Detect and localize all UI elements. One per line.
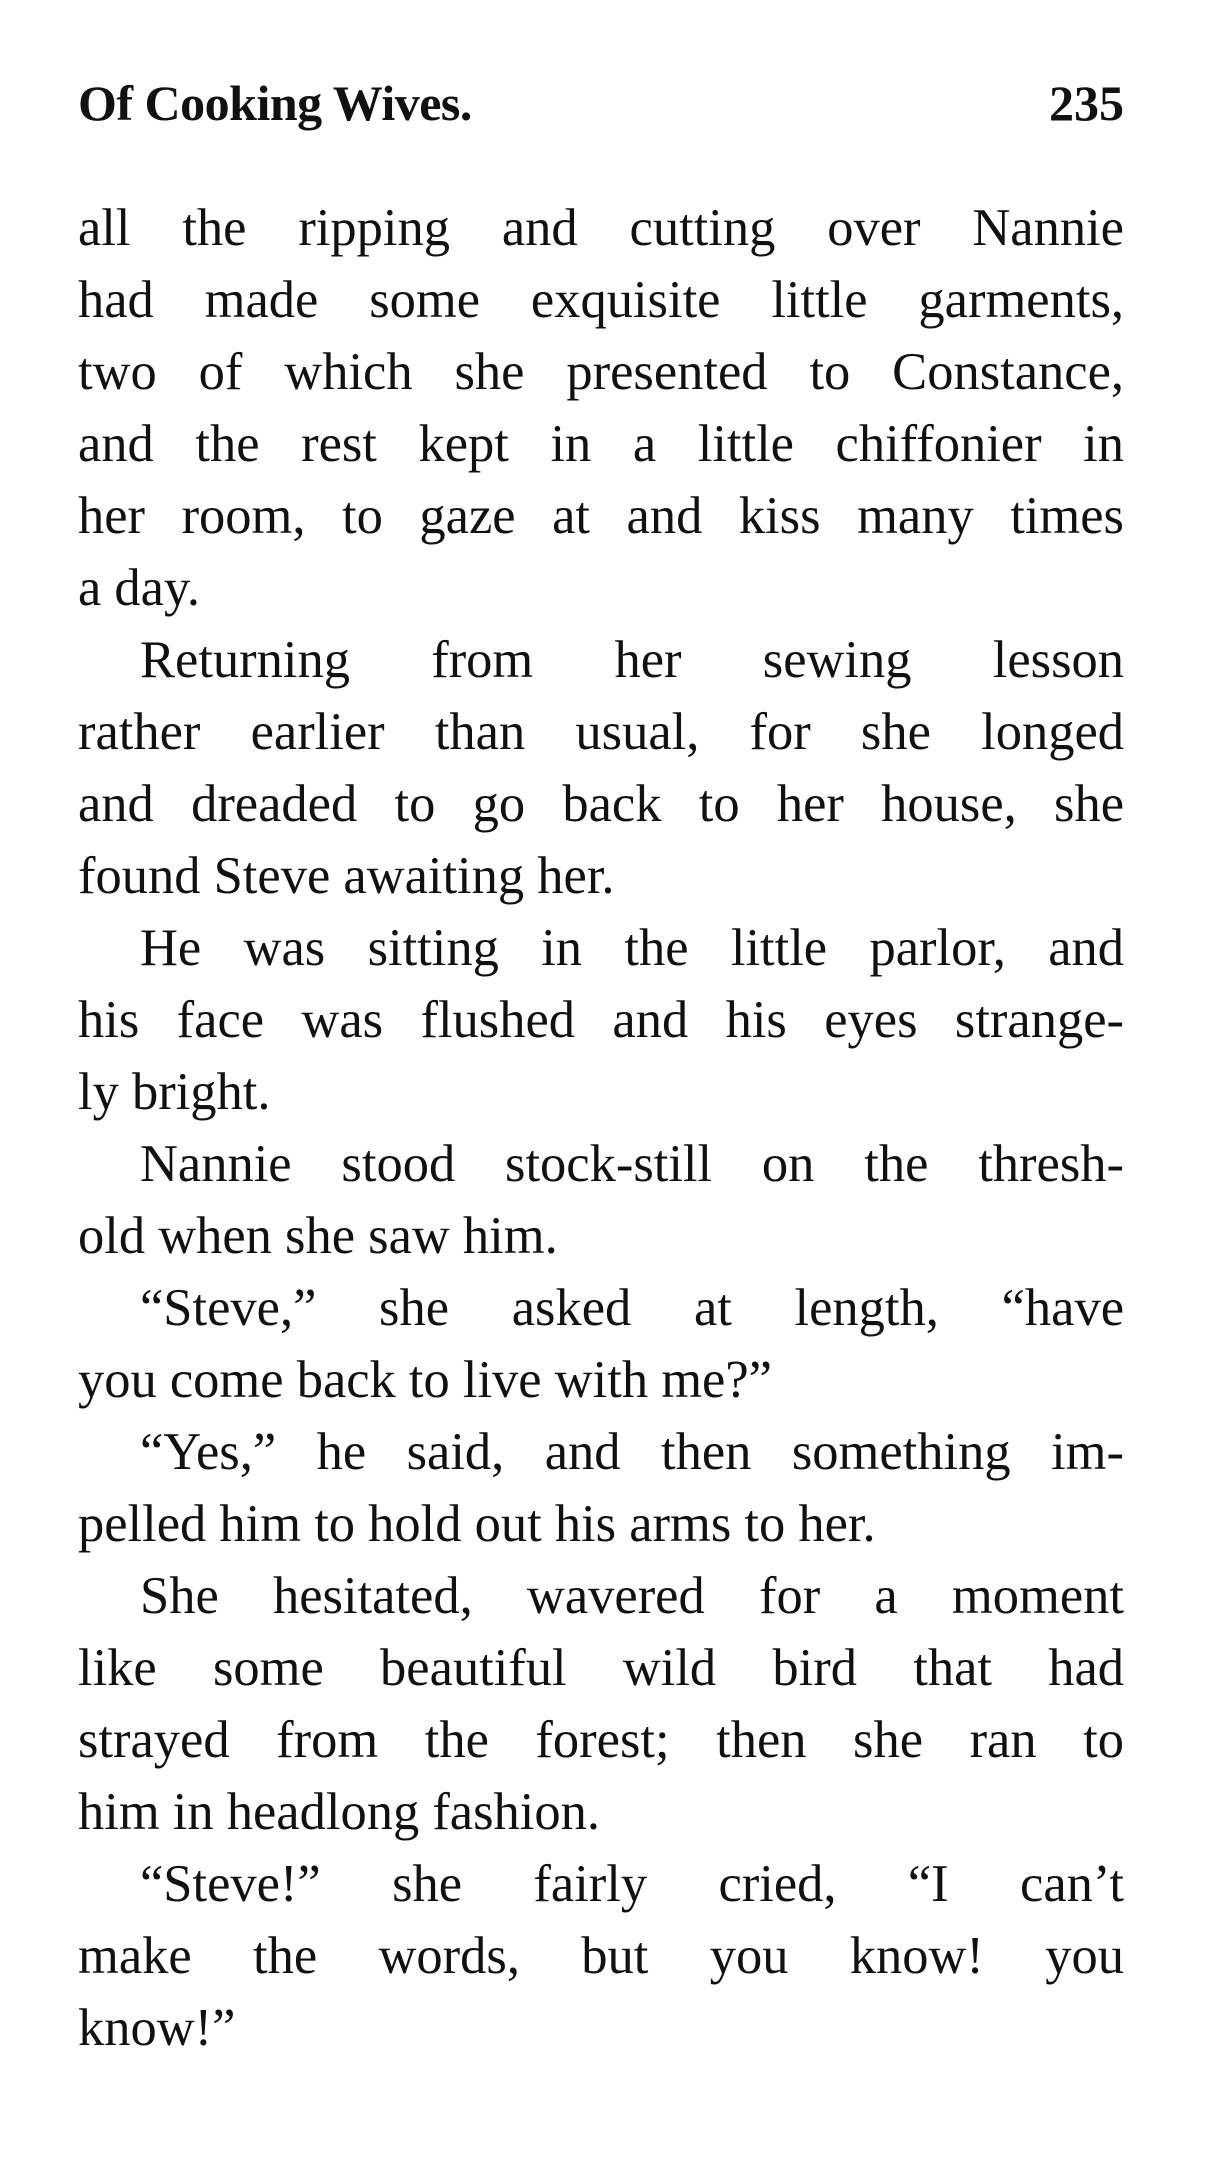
- page-header: [78, 68, 1124, 148]
- running-head: Of Cooking Wives.: [78, 75, 472, 131]
- paragraph: [78, 912, 1124, 1128]
- text-line: know!”: [78, 1999, 236, 2057]
- text-line: “Steve,” she asked at length, “have: [140, 1279, 1124, 1337]
- page-number: 235: [1049, 75, 1124, 131]
- text-line: his face was flushed and his eyes strange-: [78, 991, 1124, 1049]
- text-line: old when she saw him.: [78, 1207, 558, 1265]
- body-text: [78, 192, 1124, 2064]
- text-line: strayed from the forest; then she ran to: [78, 1711, 1124, 1769]
- text-line: like some beautiful wild bird that had: [78, 1639, 1124, 1697]
- paragraph: [78, 1272, 1124, 1416]
- text-line: had made some exquisite little garments,: [78, 271, 1124, 329]
- paragraph: [78, 1848, 1124, 2064]
- text-line: found Steve awaiting her.: [78, 847, 615, 905]
- text-line: him in headlong fashion.: [78, 1783, 601, 1841]
- paragraph: [78, 1560, 1124, 1848]
- text-line: “Yes,” he said, and then something im-: [140, 1423, 1124, 1481]
- text-line: pelled him to hold out his arms to her.: [78, 1495, 876, 1553]
- text-line: He was sitting in the little parlor, and: [140, 919, 1124, 977]
- text-line: two of which she presented to Constance,: [78, 343, 1124, 401]
- text-line: her room, to gaze at and kiss many times: [78, 487, 1124, 545]
- text-line: Returning from her sewing lesson: [140, 631, 1124, 689]
- text-line: you come back to live with me?”: [78, 1351, 772, 1409]
- paragraph: [78, 1416, 1124, 1560]
- text-line: ly bright.: [78, 1063, 271, 1121]
- text-line: and dreaded to go back to her house, she: [78, 775, 1124, 833]
- paragraph: [78, 192, 1124, 624]
- text-line: and the rest kept in a little chiffonier in: [78, 415, 1124, 473]
- text-line: rather earlier than usual, for she longed: [78, 703, 1124, 761]
- text-line: all the ripping and cutting over Nannie: [78, 199, 1124, 257]
- paragraph: [78, 1128, 1124, 1272]
- paragraph: [78, 624, 1124, 912]
- text-line: Nannie stood stock-still on the thresh-: [140, 1135, 1124, 1193]
- text-line: She hesitated, wavered for a moment: [140, 1567, 1124, 1625]
- text-line: “Steve!” she fairly cried, “I can’t: [140, 1855, 1124, 1913]
- text-line: make the words, but you know! you: [78, 1927, 1124, 1985]
- text-line: a day.: [78, 559, 200, 617]
